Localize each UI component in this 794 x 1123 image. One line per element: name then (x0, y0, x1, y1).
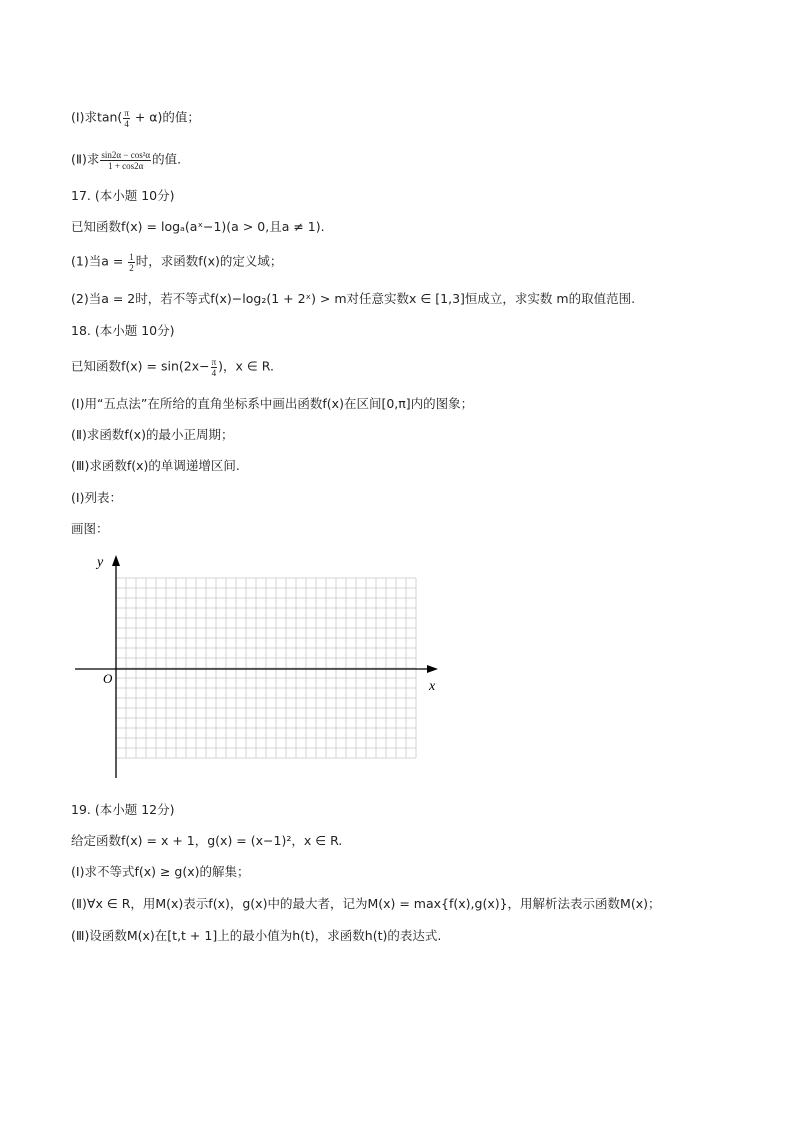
q19-header: 19. (本小题 12分) (71, 802, 175, 817)
q17-stem: 已知函数f(x) = logₐ(aˣ−1)(a > 0,且a ≠ 1). (71, 219, 325, 234)
q18-stem-suffix: )，x ∈ R. (218, 358, 274, 374)
coordinate-grid (70, 550, 450, 785)
q16-part2-fraction (100, 150, 151, 171)
q18-stem-prefix: 已知函数f(x) = sin(2x− (71, 358, 210, 374)
q17-part2: (2)当a = 2时，若不等式f(x)−log₂(1 + 2ˣ) > m对任意实数x ∈ [1,3]恒成立，求实数 m的取值范围. (71, 291, 636, 306)
q18-table-label: (Ⅰ)列表： (71, 490, 122, 505)
q19-part3: (Ⅲ)设函数M(x)在[t,t + 1]上的最小值为h(t)，求函数h(t)的表达式. (71, 928, 442, 943)
q18-draw-label: 画图： (71, 521, 109, 536)
y-axis-arrow (112, 555, 120, 566)
q18-part1: (Ⅰ)用“五点法”在所给的直角坐标系中画出函数f(x)在区间[0,π]内的图象； (71, 396, 474, 411)
q19-part2: (Ⅱ)∀x ∈ R，用M(x)表示f(x)，g(x)中的最大者，记为M(x) = max{f(x),g(x)}，用解析法表示函数M(x)； (71, 896, 661, 911)
q16-part2-frac-num: sin2α − cos²α (101, 150, 151, 160)
origin-label: O (103, 671, 113, 686)
q17-part1 (71, 252, 282, 273)
q18-stem (71, 357, 274, 378)
q16-part1-suffix: + α)的值； (130, 109, 200, 125)
q17-part1-frac-den: 2 (129, 263, 134, 273)
q16-part2-suffix: 的值. (152, 151, 182, 167)
q16-part1-prefix: (Ⅰ)求tan( (71, 109, 123, 125)
q18-stem-fraction (211, 357, 218, 378)
q16-part1-frac-den: 4 (124, 119, 129, 129)
q16-part2-prefix: (Ⅱ)求 (71, 151, 100, 167)
q18-stem-frac-den: 4 (211, 368, 217, 378)
q16-part1-fraction (123, 108, 130, 129)
q17-header: 17. (本小题 10分) (71, 188, 175, 203)
q17-part1-fraction (128, 252, 135, 273)
x-axis-arrow (427, 665, 438, 673)
q16-part2-frac-den: 1 + cos2α (108, 161, 144, 171)
y-axis-label: y (97, 555, 104, 570)
q18-part2: (Ⅱ)求函数f(x)的最小正周期； (71, 427, 234, 442)
q17-part1-suffix: 时，求函数f(x)的定义域； (135, 253, 283, 269)
q16-part2 (71, 150, 181, 171)
q16-part1 (71, 108, 200, 129)
q18-header: 18. (本小题 10分) (71, 323, 175, 338)
q19-stem: 给定函数f(x) = x + 1，g(x) = (x−1)²，x ∈ R. (71, 833, 343, 848)
q19-part1: (Ⅰ)求不等式f(x) ≥ g(x)的解集； (71, 864, 250, 879)
x-axis-label: x (429, 679, 436, 694)
q18-part3: (Ⅲ)求函数f(x)的单调递增区间. (71, 458, 240, 473)
q17-part1-prefix: (1)当a = (71, 253, 128, 269)
grid-lines (116, 578, 416, 758)
q17-part1-frac-num: 1 (129, 252, 134, 262)
q18-stem-frac-num: π (211, 357, 217, 367)
q16-part1-frac-num: π (124, 108, 129, 118)
